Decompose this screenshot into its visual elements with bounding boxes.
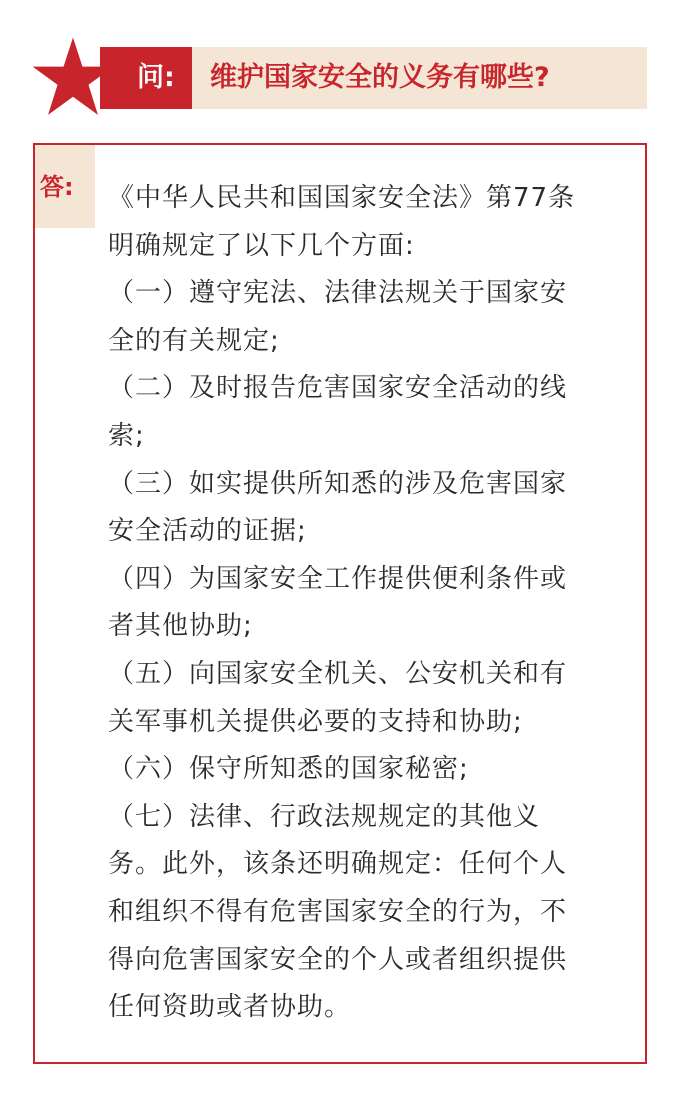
question-header: [0, 0, 680, 130]
answer-line: 任何资助或者协助。: [108, 992, 352, 1023]
answer-line: （六）保守所知悉的国家秘密;: [108, 754, 469, 785]
answer-line: 《中华人民共和国国家安全法》第77条: [108, 183, 576, 213]
star-icon: [30, 34, 116, 120]
answer-line: （三）如实提供所知悉的涉及危害国家: [108, 468, 568, 499]
answer-line: （五）向国家安全机关、公安机关和有: [108, 658, 568, 689]
answer-line: 全的有关规定;: [108, 325, 280, 356]
answer-content: [108, 175, 620, 1032]
question-title: 维护国家安全的义务有哪些?: [210, 62, 550, 93]
answer-line: 者其他协助;: [108, 611, 253, 642]
answer-line: （四）为国家安全工作提供便利条件或: [108, 563, 568, 594]
answer-line: （二）及时报告危害国家安全活动的线: [108, 373, 568, 404]
answer-line: 务。此外，该条还明确规定：任何个人: [108, 849, 568, 880]
answer-line: 得向危害国家安全的个人或者组织提供: [108, 944, 568, 975]
answer-label: 答:: [40, 173, 74, 201]
answer-line: （一）遵守宪法、法律法规关于国家安: [108, 278, 568, 309]
question-label: 问:: [137, 62, 175, 93]
answer-line: 安全活动的证据;: [108, 516, 307, 547]
answer-line: 明确规定了以下几个方面:: [108, 230, 415, 261]
answer-line: （七）法律、行政法规规定的其他义: [108, 801, 541, 832]
answer-line: 关军事机关提供必要的支持和协助;: [108, 706, 523, 737]
answer-line: 索;: [108, 420, 145, 451]
answer-line: 和组织不得有危害国家安全的行为，不: [108, 896, 568, 927]
